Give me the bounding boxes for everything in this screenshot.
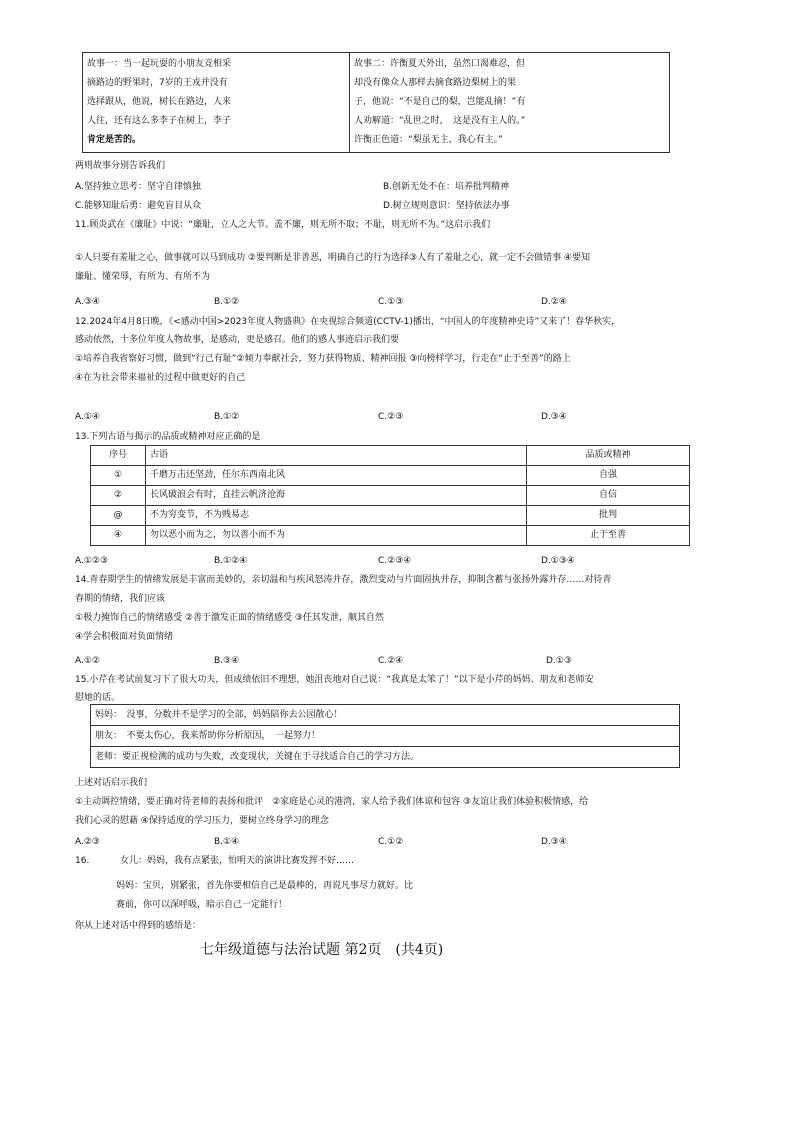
q10-stem: 两则故事分别告诉我们 — [75, 161, 166, 171]
q12-option-a[interactable]: A.①④ — [75, 412, 100, 422]
q11-option-a[interactable]: A.③④ — [75, 297, 100, 307]
table-cell: ② — [91, 486, 146, 506]
q10-option-c[interactable]: C.能够知耻后勇：避免盲目从众 — [75, 201, 202, 211]
table-cell: 批判 — [527, 506, 690, 526]
q11-option-c[interactable]: C.①③ — [378, 297, 404, 307]
q16-daughter-line: 女儿：妈妈，我有点紧张，怕明天的演讲比赛发挥不好…… — [120, 856, 355, 866]
q14-stem: 14.青春期学生的情绪发展是丰富而美妙的，亲切温和与疾风怒涛并存，激烈变动与片面固执并存，抑制含蓄与张扬外露并存……对待青 — [75, 575, 612, 585]
story-one-line: 人往，还有这么多李子在树上，李子 — [87, 116, 232, 126]
q11-body: ①人只要有羞耻之心，做事就可以马到成功 ②要判断是非善恶，明确自己的行为选择③人有了羞耻之心，就一定不会做错事 ④要知 — [75, 253, 590, 263]
q16-number: 16. — [75, 856, 90, 866]
table-row — [91, 526, 690, 546]
table-header: 古语 — [146, 446, 527, 466]
q14-body: ①极力掩饰自己的情绪感受 ②善于激发正面的情绪感受 ③任其发泄，顺其自然 — [75, 613, 384, 623]
q16-mom-line: 赛前，你可以深呼吸，暗示自己一定能行！ — [116, 900, 288, 910]
dialog-mom: 妈妈： 没事，分数并不是学习的全部，妈妈陪你去公园散心！ — [91, 705, 680, 726]
table-header: 序号 — [91, 446, 146, 466]
q15-option-d[interactable]: D.③④ — [541, 837, 567, 847]
story-two-line: 子，他说：“不是自己的梨，岂能乱摘！”有 — [354, 97, 526, 107]
table-cell: 长风破浪会有时，直挂云帆济沧海 — [146, 486, 527, 506]
table-header: 品质或精神 — [527, 446, 690, 466]
q15-prompt: 上述对话启示我们 — [75, 778, 148, 788]
q15-stem: 慰她的话。 — [75, 693, 121, 703]
table-cell: 千磨万击还坚劲，任尔东西南北风 — [146, 466, 527, 486]
table-cell: ① — [91, 466, 146, 486]
q12-option-c[interactable]: C.②③ — [378, 412, 404, 422]
table-cell: ④ — [91, 526, 146, 546]
table-cell: 不为穷变节，不为贱易志 — [146, 506, 527, 526]
q14-body: ④学会积极面对负面情绪 — [75, 632, 174, 642]
story-one-line: 故事一：当一起玩耍的小朋友竞相采 — [87, 59, 232, 69]
q12-stem: 12.2024年4月8日晚，《<感动中国>2023年度人物盛典》在央视综合频道(CCTV-1)播出，“中国人的年度精神史诗”又来了！春华秋实， — [75, 317, 621, 327]
table-header-row — [91, 446, 690, 466]
q12-body: ④在为社会带来福祉的过程中做更好的自己 — [75, 373, 246, 383]
table-cell: @ — [91, 506, 146, 526]
story-two-cell — [350, 53, 670, 153]
q10-option-b[interactable]: B.创新无处不在：培养批判精神 — [383, 182, 510, 192]
story-two-line: 却没有像众人那样去摘食路边梨树上的果 — [354, 78, 517, 88]
story-two-line: 故事二：许衡夏天外出，虽然口渴难忍，但 — [354, 59, 526, 69]
page-footer: 七年级道德与法治试题 第2页 (共4页) — [200, 942, 444, 958]
table-cell: 勿以恶小而为之，勿以善小而不为 — [146, 526, 527, 546]
q10-option-d[interactable]: D.树立规则意识：坚持依法办事 — [383, 201, 510, 211]
q15-dialog-table — [90, 704, 680, 768]
q15-option-a[interactable]: A.②③ — [75, 837, 100, 847]
table-row — [91, 466, 690, 486]
story-two-line: 人劝解道：“乱世之时， 这是没有主人的。” — [354, 116, 526, 126]
q14-option-c[interactable]: C.②④ — [378, 656, 404, 666]
q12-body: ①培养自我省察好习惯，做到“行己有耻”②倾力奉献社会，努力获得物质、精神回报 ③向榜样学习，行走在“止于至善”的路上 — [75, 354, 571, 364]
table-cell: 止于至善 — [527, 526, 690, 546]
q11-option-b[interactable]: B.①② — [214, 297, 240, 307]
q13-option-d[interactable]: D.①③④ — [541, 556, 575, 566]
q13-option-b[interactable]: B.①②④ — [214, 556, 248, 566]
q15-option-b[interactable]: B.①④ — [214, 837, 240, 847]
q12-option-d[interactable]: D.③④ — [541, 412, 567, 422]
q11-option-d[interactable]: D.②④ — [541, 297, 567, 307]
q14-option-b[interactable]: B.③④ — [214, 656, 240, 666]
q11-stem: 11.顾炎武在《廉耻》中说：“廉耻，立人之大节。盖不廉，则无所不取；不耻，则无所不为。”这启示我们 — [75, 220, 491, 230]
dialog-teacher: 老师：要正视检测的成功与失败，改变现状，关键在于寻找适合自己的学习方法。 — [91, 747, 680, 768]
q12-stem: 感动依然，十多位年度人物故事，是感动，更是感召。他们的感人事迹启示我们要 — [75, 335, 400, 345]
table-row — [91, 726, 680, 747]
q14-option-a[interactable]: A.①② — [75, 656, 100, 666]
q11-body: 廉耻、懂荣辱，有所为、有所不为 — [75, 272, 211, 282]
q16-mom-line: 妈妈：宝贝，别紧张，首先你要相信自己是最棒的，再说凡事尽力就好。比 — [116, 881, 414, 891]
table-row — [91, 486, 690, 506]
dialog-friend: 朋友： 不要太伤心，我来帮助你分析原因， 一起努力！ — [91, 726, 680, 747]
table-cell: 自强 — [527, 466, 690, 486]
table-cell: 自信 — [527, 486, 690, 506]
q10-option-a[interactable]: A.坚持独立思考：坚守自律慎独 — [75, 182, 201, 192]
q14-stem: 春期的情绪，我们应该 — [75, 594, 166, 604]
q15-stem: 15.小芹在考试前复习下了很大功夫，但成绩依旧不理想，她沮丧地对自己说：“我真是太笨了！”以下是小芹的妈妈、朋友和老师安 — [75, 675, 594, 685]
q15-body: 我们心灵的慰藉 ④保持适度的学习压力，要树立终身学习的理念 — [75, 816, 329, 826]
table-row — [91, 747, 680, 768]
q13-stem: 13.下列古语与揭示的品质或精神对应正确的是 — [75, 432, 261, 442]
story-table — [82, 52, 670, 153]
story-one-line: 摘路边的野果时，7岁的王戎并没有 — [87, 78, 228, 88]
story-one-line: 肯定是苦的。 — [87, 135, 142, 145]
q15-option-c[interactable]: C.①② — [378, 837, 404, 847]
story-one-cell — [83, 53, 350, 153]
story-two-line: 许衡正色道：“梨虽无主，我心有主。” — [354, 135, 503, 145]
q13-table — [90, 445, 690, 546]
q16-prompt: 你从上述对话中得到的感悟是： — [75, 921, 202, 931]
q14-option-d[interactable]: D.①③ — [546, 656, 572, 666]
q12-option-b[interactable]: B.①② — [214, 412, 240, 422]
table-row — [91, 705, 680, 726]
table-row — [91, 506, 690, 526]
q13-option-a[interactable]: A.①②③ — [75, 556, 109, 566]
q13-option-c[interactable]: C.②③④ — [378, 556, 412, 566]
q15-body: ①主动调控情绪，要正确对待老师的表扬和批评 ②家庭是心灵的港湾，家人给予我们体谅和包容 ③友谊让我们体验积极情感，给 — [75, 797, 589, 807]
story-one-line: 选择跟从，他说，树长在路边，人来 — [87, 97, 232, 107]
